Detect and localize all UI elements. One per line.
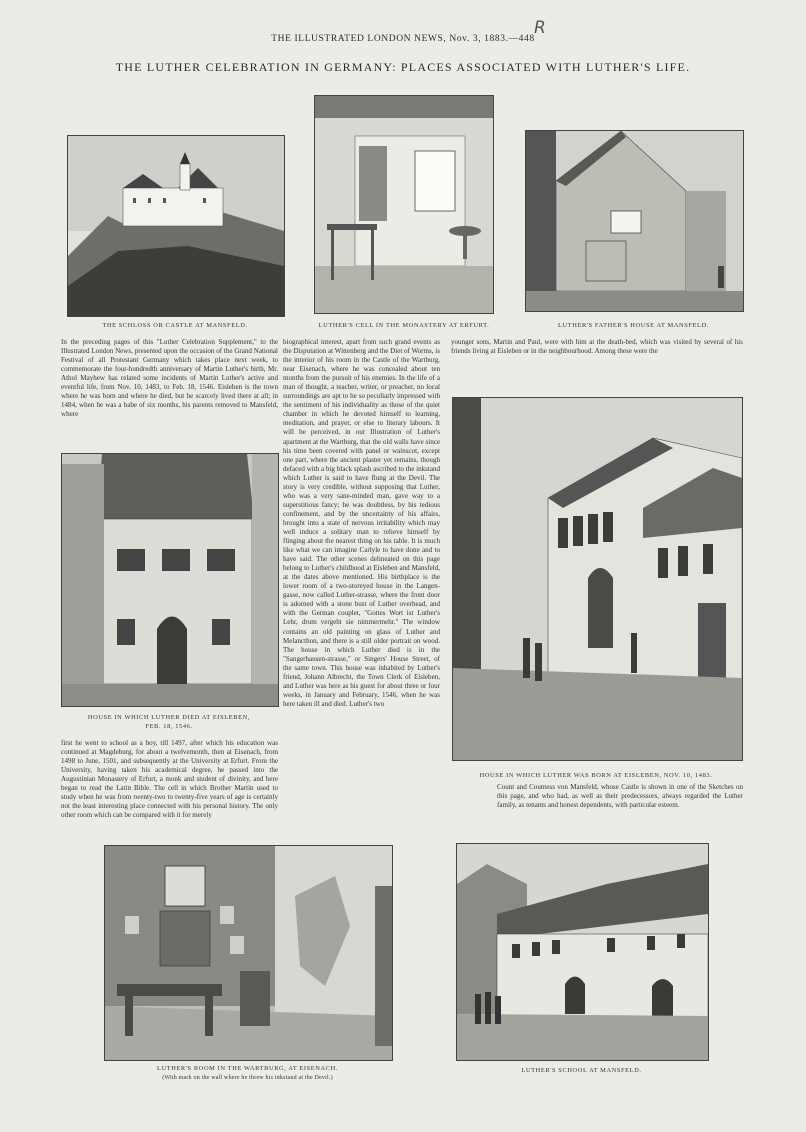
illustration-luther-cell	[314, 95, 494, 314]
illustration-house-born	[452, 397, 743, 761]
page-title: THE LUTHER CELEBRATION IN GERMANY: PLACES ASSOCIATED WITH LUTHER'S LIFE.	[115, 60, 691, 74]
illustration-wartburg-room	[104, 845, 393, 1061]
article-column-1-bottom: first he went to school as a boy, till 1497, after which his education was continued at Magdeburg, for about a twelvemonth, then at Eisenach, from 1498 to June, 1501, and subsequently at the University at Erfurt. From the University, having taken his academical degree, he passed into the Augustinian Monastery of Erfurt, a monk and student of divinity, and here began to read the Latin Bible. The cell in which Brother Martin used to study when he was from twenty-two to twenty-five years of age is certainly not the least interesting place connected with his personal history. The only other room which can be compared with it for merely	[61, 739, 278, 820]
illustration-house-died	[61, 453, 279, 707]
caption-wartburg-room-line1: LUTHER'S ROOM IN THE WARTBURG, AT EISENACH.	[156, 1065, 338, 1072]
article-column-3-top: younger sons, Martin and Paul, were with him at the death-bed, which was visited by several of his friends living at Eisleben or in the neighbourhood. Among these were the	[451, 338, 743, 356]
caption-house-died-line2: FEB. 18, 1546.	[145, 723, 193, 730]
page-header: THE ILLUSTRATED LONDON NEWS, Nov. 3, 1883.—448	[271, 34, 535, 44]
caption-father-house: LUTHER'S FATHER'S HOUSE AT MANSFELD.	[558, 322, 709, 329]
caption-wartburg-room-line2: (With mark on the wall where he threw his inkstand at the Devil.)	[162, 1075, 333, 1081]
caption-house-died-line1: HOUSE IN WHICH LUTHER DIED AT EISLEBEN,	[87, 714, 251, 721]
illustration-father-house	[525, 130, 744, 312]
article-column-2: biographical interest, apart from such grand events as the Disputation at Wittenberg and the Diet of Worms, is the interior of his room in the Castle of the Wartburg, near Eisenach, where he was concealed about ten months from the pursuit of his enemies. In the life of a man of thought, a teacher, writer, or preacher, no local surroundings are apt to be so peculiarly impressed with the sentiment of his individuality as those of the quiet chamber in which he devoted himself to learning, meditation, and prayer, or else to literary labours. It will be perceived, in our Illustration of Luther's apartment at the Wartburg, that the old walls have since his time been covered with panel or wainscot, except one part, where the ancient plaster yet remains, though defaced with a big black splash ascribed to the inkstand which Luther is said to have flung at the Devil. The story is very credible, without supposing that Luther, who was a very sane-minded man, gave way to a superstitious fancy; he was doubtless, by his tedious confinement, and by the uncertainty of his affairs, brought into a state of nervous irritability which may well induce a solitary man to relieve himself by flinging about the nearest thing on his table. It is much like what we can imagine Carlyle to have done and to have said. The other scenes delineated on this page belong to Luther's childhood at Eisleben and Mansfeld, at the dates above mentioned. His birthplace is the lower room of a two-storeyed house in the Langen-gasse, now called Luther-strasse, where the front door is adorned with a stone bust of Luther overhead, and with the German couplet, "Gottes Wort ist Luther's Lehr, drum vergeht sie nimmermehr." The window contains an old painting on glass of Luther and Melancthon, and there is a still older portrait on wood. The house in which Luther died is in the "Sangerhausen-strasse," or Singers' House Street, of the same town. This house was inhabited by Luther's friend, Johann Albrecht, the Town Clerk of Eisleben, and Luther was here as his guest for about three or four weeks, in January and February, 1546, when he was here taken ill and died. Luther's two	[283, 338, 440, 708]
illustration-schloss-mansfeld	[67, 135, 285, 317]
illustration-school-mansfeld	[456, 843, 709, 1061]
caption-cell: LUTHER'S CELL IN THE MONASTERY AT ERFURT.	[318, 322, 490, 329]
caption-schloss: THE SCHLOSS OR CASTLE AT MANSFELD.	[102, 322, 248, 329]
caption-school: LUTHER'S SCHOOL AT MANSFELD.	[521, 1067, 642, 1074]
article-column-3-bottom: Count and Countess von Mansfeld, whose Castle is shown in one of the Sketches on this page, and who had, as well as their predecessors, always regarded the Luther family, as tenants and honest dependents, with particular esteem.	[497, 783, 743, 810]
article-column-1-top: In the preceding pages of this "Luther Celebration Supplement," to the Illustrated London News, presented upon the occasion of the Grand National Festival of all Protestant Germany which takes place next week, to commemorate the four-hundredth anniversary of Martin Luther's birth, Mr. Athol Mayhew has related some incidents of Martin Luther's active and eventful life, from Nov. 10, 1483, to Feb. 18, 1546. Eisleben is the town where he was born and where he died, but he scarcely lived there at all; in 1484, when he was a babe of six months, his parents removed to Mansfeld, where	[61, 338, 278, 419]
caption-house-born: HOUSE IN WHICH LUTHER WAS BORN AT EISLEBEN, NOV. 10, 1483.	[479, 772, 713, 779]
pencil-mark: R	[534, 18, 546, 38]
